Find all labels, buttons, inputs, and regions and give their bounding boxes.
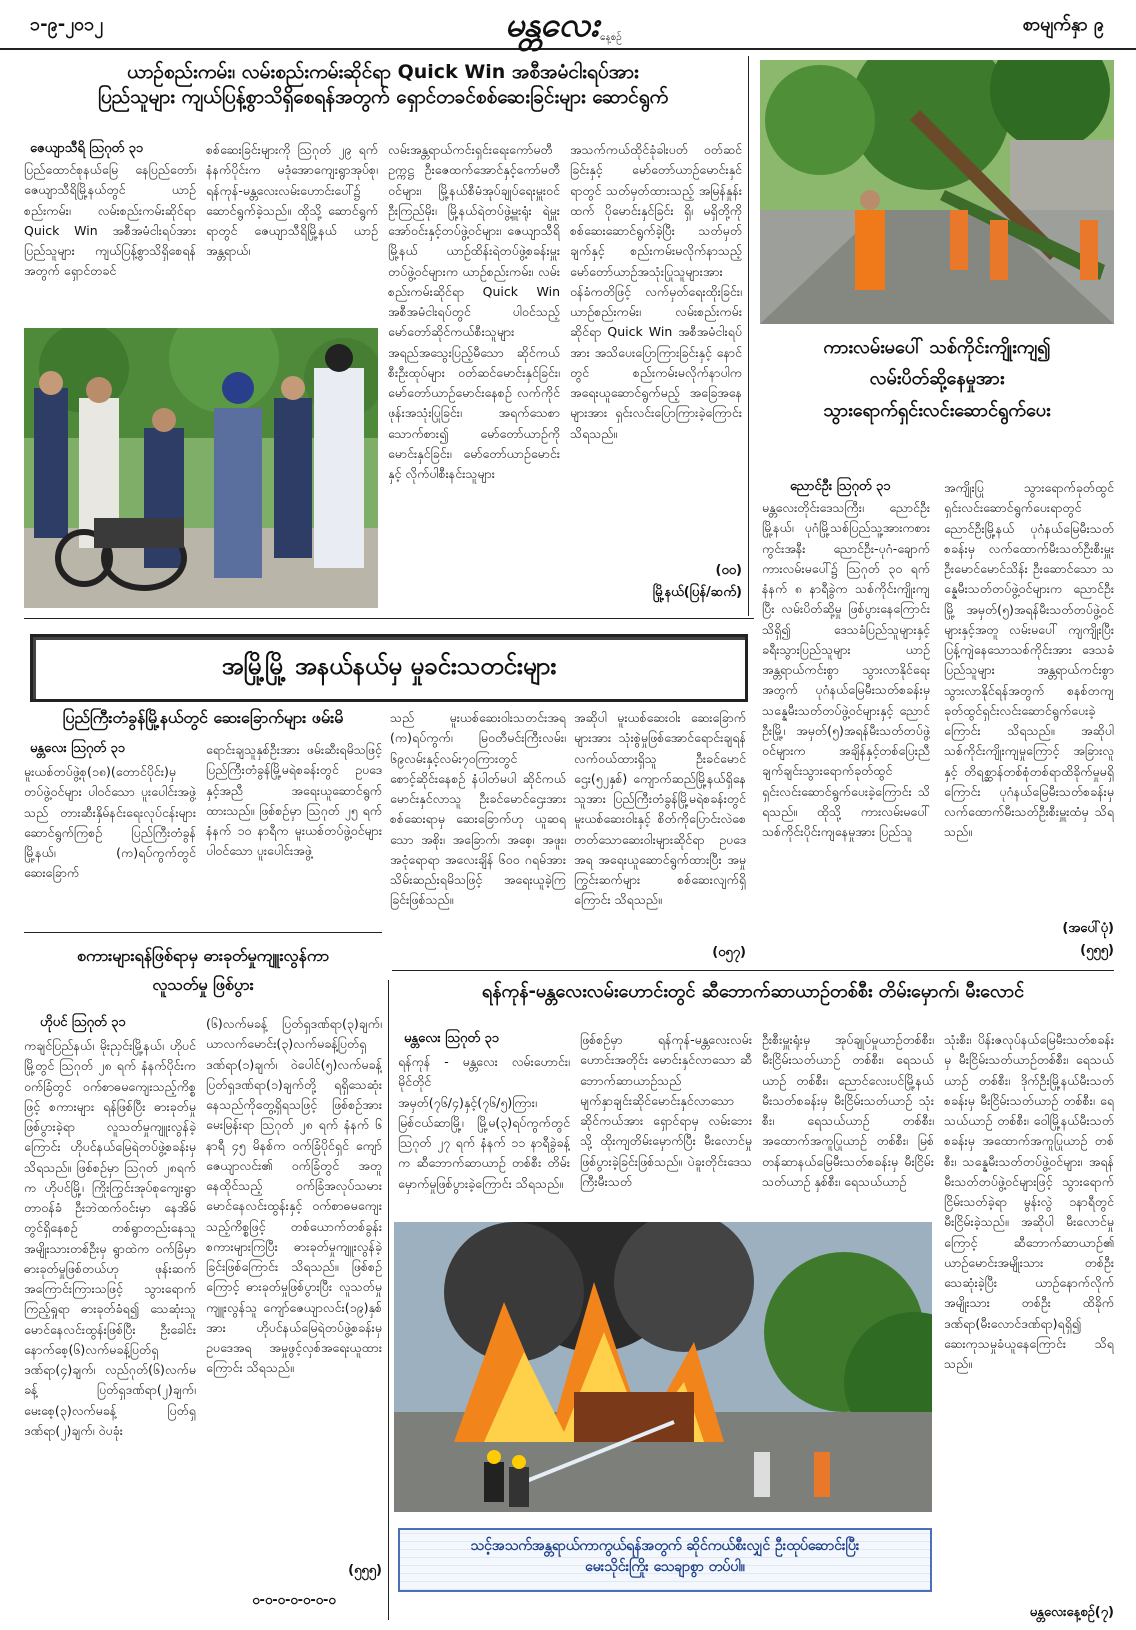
safety-notice-line2: မေးသိုင်းကြိုး သေချာစွာ တပ်ပါ။ xyxy=(585,1559,745,1575)
safety-notice-box xyxy=(398,1528,932,1592)
article3-byline: မန္တလေး ဩဂုတ် ၃၁ xyxy=(30,741,126,756)
article1-column-1: ပြည်ထောင်စုနယ်မြေ နေပြည်တော်၊ ဇေယျာသီရိမြို့နယ်တွင် ယာဉ်စည်းကမ်း၊ လမ်းစည်းကမ်းဆိုင်ရာ Quick Win အစီအမံငါးရပ်အား ပြည်သူများ ကျယ်ပြန့်စွာသိရှိစေရန်အတွက် ရှောင်တခင် xyxy=(24,162,196,279)
article2-headline xyxy=(760,332,1114,426)
article1-headline-line1: ယာဉ်စည်းကမ်း၊ လမ်းစည်းကမ်းဆိုင်ရာ Quick Win အစီအမံငါးရပ်အား xyxy=(127,61,639,83)
article5-column-4: သုံးစီး၊ ပိန်းဇလုပ်နယ်မြေမီးသတ်စခန်းမှ မီးငြိမ်းသတ်ယာဉ်တစ်စီး၊ ရေသယ်ယာဉ် တစ်စီး၊ ဒိုက်ဦးမြို့နယ်မီးသတ်စခန်းမှ မီးငြိမ်းသတ်ယာဉ် တစ်စီး၊ ရေသယ်ယာဉ် တစ်စီး၊ ဝေါမြို့နယ်မီးသတ်စခန်းမှ အထောက်အကူပြုယာဉ် တစ်စီး၊ သန္နေမီးသတ်တပ်ဖွဲ့ဝင်များ၊ အရန်မီးသတ်တပ်ဖွဲ့ဝင်များဖြင့် သွားရောက်ငြိမ်းသတ်ခဲ့ရာ မွန်းလွဲ ၁နာရီတွင် မီးငြိမ်းခဲ့သည်။ အဆိုပါ မီးလောင်မှုကြောင့် ဆီဘောက်ဆာယာဉ်၏ ယာဉ်မောင်းအမျိုးသား တစ်ဦး သေဆုံးခဲ့ပြီး ယာဉ်နောက်လိုက် အမျိုးသား တစ်ဦး ထိခိုက်ဒဏ်ရာ(မီးလောင်ဒဏ်ရာ)ရရှိ၍ ဆေးကုသမှုခံယူနေကြောင်း သိရသည်။ xyxy=(944,1032,1114,1371)
article5-byline: မန္တလေး ဩဂုတ် ၃၁ xyxy=(404,1031,500,1046)
article4-byline: ဟိုပင် ဩဂုတ် ၃၁ xyxy=(40,1015,126,1030)
article4-column-1: ကချင်ပြည်နယ်၊ မိုးညှင်းမြို့နယ်၊ ဟိုပင်မြို့တွင် ဩဂုတ် ၂၈ ရက် နံနက်ပိုင်းက ဝက်ခြံတွင် ဝက်စာဓမကျေးသည့်ကိစ္စဖြင့် စကားများ ရန်ဖြစ်ပြီး ဓားခုတ်မှုဖြစ်ပွားခဲ့ရာ လူသတ်မှုကျူးလွန်ခဲ့ကြောင်း ဟိုပင်နယ်မြေရဲတပ်ဖွဲ့စခန်းမှ သိရသည်။ ဖြစ်စဉ်မှာ ဩဂုတ် ၂၈ရက်က ဟိုပင်မြို့၊ ကြိုးကြွင်းအုပ်စုကျေးရွာတာဝန်ခံ ဦးဘဲထက်ဝင်းမှာ နေအိမ်တွင်ရှိနေစဉ် တစ်ရွာတည်းနေသူ အမျိုးသားတစ်ဦးမှ ရွာထဲက ဝက်ခြံမှာ ဓားခုတ်မှုဖြစ်တယ်ဟု ဖုန်းဆက်အကြောင်းကြားသဖြင့် သွားရောက်ကြည့်ရှုရာ ဓားခုတ်ခံရ၍ သေဆုံးသူ မောင်နေလင်းထွန်းဖြစ်ပြီး ဦးခေါင်းနောက်စေ့(၆)လက်မခန့်ပြတ်ရှဒဏ်ရာ(၄)ချက်၊ လည်ဂုတ်(၆)လက်မခန့် ပြတ်ရှဒဏ်ရာ(၂)ချက်၊ မေးစေ့(၃)လက်မခန့် ပြတ်ရှဒဏ်ရာ(၂)ချက်၊ ဝဲပခုံး xyxy=(24,1038,196,1438)
article3-column-4: အဆိုပါ မူးယစ်ဆေးဝါး ဆေးခြောက်များအား သုံးစွဲမှုဖြစ်အောင်ရောင်းချရန် လက်ဝယ်ထားရှိသူ ဦးခင်မောင်ဌေး(၅၂နှစ်) ကျောက်ဆည်မြို့နယ်ရှိနေသူအား ပြည်ကြီးတံခွန်မြို့မရဲစခန်းတွင် မူးယစ်ဆေးဝါးနှင့် စိတ်ကိုပြောင်းလဲစေတတ်သောဆေးဝါးများဆိုင်ရာ ဥပဒေအရ အရေးယူဆောင်ရွက်ထားပြီး အမှုကြွင်းဆက်များ စစ်ဆေးလျက်ရှိကြောင်း သိရသည်။ xyxy=(574,710,746,908)
article5-column-3: ဦးစီးမှူးရုံးမှ အုပ်ချုပ်မှုယာဉ်တစ်စီး၊ မီးငြိမ်းသတ်ယာဉ် တစ်စီး၊ ရေသယ်ယာဉ် တစ်စီး၊ ညောင်လေးပင်မြို့နယ်မီးသတ်စခန်းမှ မီးငြိမ်းသတ်ယာဉ် သုံးစီး၊ ရေသယ်ယာဉ် တစ်စီး၊ အထောက်အကူပြုယာဉ် တစ်စီး၊ မြစ်တန်ဆာနယ်မြေမီးသတ်စခန်းမှ မီးငြိမ်းသတ်ယာဉ် နှစ်စီး၊ ရေသယ်ယာဉ် xyxy=(762,1032,934,1189)
article3-column-3: သည် မူးယစ်ဆေးဝါးသတင်းအရ (က)ရပ်ကွက်၊ မြဝတီမင်းကြီးလမ်း၊ ၆၉လမ်းနှင့်လမ်း၇၀ကြားတွင် စောင့်ဆိုင်းနေစဉ် နံပါတ်မပါ ဆိုင်ကယ်မောင်းနှင်လာသူ ဦးခင်မောင်ဌေးအား စစ်ဆေးရာမှ ဆေးခြောက်ဟု ယူဆရသော အစိုး၊ အခြောက်၊ အစေ့၊ အဖူး၊ အငုံရောရာ အလေးချိန် ၆၀၀ ဂရမ်အား သိမ်းဆည်းရမိသဖြင့် အရေးယူခဲ့ကြခြင်းဖြစ်သည်။ xyxy=(390,710,566,908)
issue-date: ၁-၉-၂၀၁၂ xyxy=(30,14,104,35)
article1-column-4: အသက်ကယ်ထိုင်ခုံခါးပတ် ဝတ်ဆင်ခြင်းနှင့် မော်တော်ယာဉ်မောင်းနှင်ရာတွင် သတ်မှတ်ထားသည့် အမြန်နှုန်းထက် ပိုမောင်းနှင်ခြင်း ရှိ၊ မရှိတို့ကို စစ်ဆေးဆောင်ရွက်ခဲ့ပြီး သတ်မှတ်ချက်နှင့် စည်းကမ်းမလိုက်နာသည့် မော်တော်ယာဉ်အသုံးပြုသူများအား ဝန်ခံကတိဖြင့် လက်မှတ်ရေးထိုးခြင်း၊ ယာဉ်စည်းကမ်း၊ လမ်းစည်းကမ်းဆိုင်ရာ Quick Win အစီအမံငါးရပ်အား အသိပေးပြောကြားခြင်းနှင့် နောင်တွင် စည်းကမ်းမလိုက်နာပါက အရေးယူဆောင်ရွက်မည့် အခြေအနေများအား ရှင်းလင်းပြောကြားခဲ့ကြောင်း သိရသည်။ xyxy=(570,142,742,441)
article3-signature: (ဝ၅၇) xyxy=(712,945,746,960)
article1-signature-2: မြို့နယ်(ပြန်/ဆက်) xyxy=(652,585,742,600)
article3-column-1: မူးယစ်တပ်ဖွဲ့စု(၁၈)(တောင်ပိုင်း)မှ တပ်ဖွဲ့ဝင်များ ပါဝင်သော ပူးပေါင်းအဖွဲ့သည် တားဆီးနှိမ်နင်းရေးလုပ်ငန်းများ ဆောင်ရွက်ကြစဉ် ပြည်ကြီးတံခွန်မြို့နယ်၊ (က)ရပ်ကွက်တွင် ဆေးခြောက် xyxy=(24,764,196,881)
article3-bottom-rule xyxy=(24,932,382,933)
column-divider xyxy=(748,56,749,616)
article1-column-2: စစ်ဆေးခြင်းများကို ဩဂုတ် ၂၉ ရက် နံနက်ပိုင်းက မဒုံအောကျေးရွာအုပ်စု၊ ရန်ကုန်-မန္တလေးလမ်းဟောင်းပေါ်၌ ဆောင်ရွက်ခဲ့သည်။ ထိုသို့ ဆောင်ရွက်ရာတွင် ဇေယျာသီရိမြို့နယ် ယာဉ်အန္တရာယ်၊ xyxy=(206,142,378,259)
masthead-subtitle: နေ့စဉ် xyxy=(600,32,622,43)
article1-signature-1: (ဝဝ) xyxy=(715,563,742,578)
article5-headline: ရန်ကုန်-မန္တလေးလမ်းဟောင်းတွင် ဆီဘောက်ဆာယာဉ်တစ်စီး တိမ်းမှောက်၊ မီးလောင် xyxy=(481,981,1025,1002)
article4-headline xyxy=(24,942,382,1000)
article4-signature: (၅၅၅) xyxy=(348,1563,382,1578)
article2-signature-1: (အပေါ်ပုံ) xyxy=(1062,921,1114,936)
article2-byline: ညောင်ဦး ဩဂုတ် ၃၁ xyxy=(790,479,891,494)
section-rule xyxy=(24,618,754,619)
article4-column-2: (၆)လက်မခန့် ပြတ်ရှဒဏ်ရာ(၃)ချက်၊ ယာလက်မောင်း(၃)လက်မခန့်ပြတ်ရှဒဏ်ရာ(၁)ချက်၊ ဝဲပေါင်(၅)လက်မခန့် ပြတ်ရှဒဏ်ရာ(၁)ချက်တို့ ရရှိသေဆုံးနေသည်ကိုတွေ့ရှိရသဖြင့် ဖြစ်စဉ်အား မေးမြန်းရာ ဩဂုတ် ၂၈ ရက် နံနက် ၆ နာရီ ၄၅ မိနစ်က ဝက်ခြံပိုင်ရှင် ကျော်ဇေယျာလင်း၏ ဝက်ခြံတွင် အတူနေထိုင်သည့် ဝက်ခြံအလုပ်သမား မောင်နေလင်းထွန်းနှင့် ဝက်စာဓမကျေးသည့်ကိစ္စဖြင့် တစ်ယောက်တစ်ခွန်း စကားများကြပြီး ဓားခုတ်မှုကျူးလွန်ခဲ့ခြင်းဖြစ်ကြောင်း သိရသည်။ ဖြစ်စဉ်ကြောင့် ဓားခုတ်မှုဖြစ်ပွားပြီး လူသတ်မှုကျူးလွန်သူ ကျော်ဇေယျာလင်း(၁၉)နှစ်အား ဟိုပင်နယ်မြေရဲတပ်ဖွဲ့စခန်းမှ ဥပဒေအရ အမှုဖွင့်လှစ်အရေးယူထားကြောင်း သိရသည်။ xyxy=(206,1016,382,1376)
article2-headline-line1: ကားလမ်းမပေါ် သစ်ကိုင်းကျိုးကျ၍ xyxy=(823,337,1051,358)
article5-signature: မန္တလေးနေ့စဉ်(၇) xyxy=(1029,1605,1114,1620)
page-header xyxy=(0,0,1136,50)
article5-top-rule xyxy=(392,970,1114,971)
article2-column-1: မန္တလေးတိုင်းဒေသကြီး၊ ညောင်ဦးမြို့နယ်၊ ပုဂံမြို့သစ်ပြည်သူ့အားကစားကွင်းအနီး ညောင်ဦး-ပုဂံ-ချောက် ကားလမ်းမပေါ်၌ ဩဂုတ် ၃၀ ရက် နံနက် ၈ နာရီခွဲက သစ်ကိုင်းကျိုးကျပြီး လမ်းပိတ်ဆို့မှု ဖြစ်ပွားနေကြောင်းသိရှိ၍ ဒေသခံပြည်သူများနှင့် ခရီးသွားပြည်သူများ ယာဉ်အန္တရာယ်ကင်းစွာ သွားလာနိုင်ရေးအတွက် ပုဂံနယ်မြေမီးသတ်စခန်းမှ သန္နေမီးသတ်တပ်ဖွဲ့ဝင်များနှင့် ညောင်ဦးမြို့၊ အမှတ်(၅)အရန်မီးသတ်တပ်ဖွဲ့ဝင်များက အချိန်နှင့်တစ်ပြေးညီ ချက်ချင်းသွားရောက်ခုတ်ထွင်ရှင်းလင်းဆောင်ရွက်ပေးခဲ့ကြောင်း သိရသည်။ ထိုသို့ ကားလမ်းမပေါ် သစ်ကိုင်းပိုင်းကျနေမှုအား ပြည်သူ xyxy=(762,500,930,839)
article4-headline-line1: စကားများရန်ဖြစ်ရာမှ ဓားခုတ်မှုကျူးလွန်ကာ xyxy=(76,946,330,965)
article5-column-1: ရန်ကုန် - မန္တလေး လမ်းဟောင်း၊ မိုင်တိုင်အမှတ်(၇၆/၄)နှင့်(၇၆/၅)ကြား၊ မြစ်ငယ်ဆာမြို့၊ မြို့မ(၃)ရပ်ကွက်တွင် ဩဂုတ် ၂၇ ရက် နံနက် ၁၁ နာရီခွဲခန့်က ဆီဘောက်ဆာယာဉ် တစ်စီး တိမ်းမှောက်မှုဖြစ်ပွားခဲ့ကြောင်း သိရသည်။ xyxy=(398,1054,570,1191)
article4-divider xyxy=(388,980,389,1620)
article1-column-3: လမ်းအန္တရာယ်ကင်းရှင်းရေးကော်မတီဥက္ကဋ္ဌ ဦးဇေထက်အောင်နှင့်ကော်မတီဝင်များ၊ မြို့နယ်စီမံအုပ်ချုပ်ရေးမှူးဝင် ဦးကြည်မိုး၊ မြို့နယ်ရဲတပ်ဖွဲ့မှူးရုံး ရဲမှူး အော်ဝင်းနှင့်တပ်ဖွဲ့ဝင်များ၊ ဇေယျာသီရိမြို့နယ် ယာဉ်ထိန်းရဲတပ်ဖွဲ့စခန်းမှူး တပ်ဖွဲ့ဝင်များက ယာဉ်စည်းကမ်း၊ လမ်းစည်းကမ်းဆိုင်ရာ Quick Win အစီအမံငါးရပ်တွင် ပါဝင်သည့် မော်တော်ဆိုင်ကယ်စီးသူများ အရည်အသွေးပြည့်မီသော ဆိုင်ကယ်စီးဦးထုပ်များ ဝတ်ဆင်မောင်းနှင်ခြင်း၊ မော်တော်ယာဉ်မောင်းနေစဉ် လက်ကိုင်ဖုန်းအသုံးပြုခြင်း၊ အရက်သေစာ သောက်စား၍ မော်တော်ယာဉ်ကို မောင်းနှင်ခြင်း၊ မော်တော်ယာဉ်မောင်းနှင့် လိုက်ပါစီးနင်းသူများ xyxy=(388,142,560,481)
traffic-inspection-photo xyxy=(24,328,378,608)
fallen-tree-photo xyxy=(760,60,1114,324)
page-number: စာမျက်နှာ ၉ xyxy=(1022,14,1104,35)
article2-headline-line2: လမ်းပိတ်ဆို့နေမှုအား xyxy=(869,368,1005,390)
article2-headline-line3: သွားရောက်ရှင်းလင်းဆောင်ရွက်ပေး xyxy=(823,399,1051,421)
tanker-fire-photo xyxy=(394,1222,932,1512)
masthead-logo: မန္တလေး xyxy=(505,5,598,45)
article5-column-2: ဖြစ်စဉ်မှာ ရန်ကုန်-မန္တလေးလမ်းဟောင်းအတိုင်း မောင်းနှင်လာသော ဆီဘောက်ဆာယာဉ်သည် မျက်နှာချင်းဆိုင်မောင်းနှင်လာသော ဆိုင်ကယ်အား ရှောင်ရာမှ လမ်းဘေးသို့ ထိုးကျတိမ်းမှောက်ပြီး မီးလောင်မှုဖြစ်ပွားခဲ့ခြင်းဖြစ်သည်။ ပဲခူးတိုင်းဒေသကြီးမီးသတ် xyxy=(580,1032,752,1189)
article1-byline: ဇေယျာသီရိ ဩဂုတ် ၃၁ xyxy=(30,141,144,156)
article4-end-mark: ဝ-ဝ-ဝ-ဝ-ဝ-ဝ-ဝ xyxy=(252,1593,336,1608)
article3-headline: ပြည်ကြီးတံခွန်မြို့နယ်တွင် ဆေးခြောက်များ ဖမ်းမိ xyxy=(62,708,344,727)
article2-signature-2: (၅၅၅) xyxy=(1080,943,1114,958)
article4-headline-line2: လူသတ်မှု ဖြစ်ပွား xyxy=(152,974,254,994)
crime-news-banner xyxy=(30,634,748,702)
crime-news-banner-title: အမြို့မြို့ အနယ်နယ်မှ မှုခင်းသတင်းများ xyxy=(221,652,557,680)
article2-column-2: အကျိုးပြု သွားရောက်ခုတ်ထွင်ရှင်းလင်းဆောင်ရွက်ပေးရာတွင် ညောင်ဦးမြို့နယ် ပုဂံနယ်မြေမီးသတ်စခန်းမှ လက်ထောက်မီးသတ်ဦးစီးမှူး ဦးမောင်မောင်သိန်း ဦးဆောင်သော သန္နေမီးသတ်တပ်ဖွဲ့ဝင်များက ညောင်ဦးမြို့ အမှတ်(၅)အရန်မီးသတ်တပ်ဖွဲ့ဝင်များနှင့်အတူ လမ်းမပေါ် ကျကျိုးပြီး ပြန့်ကျဲနေသောသစ်ကိုင်းအား ဒေသခံပြည်သူများ အန္တရာယ်ကင်းစွာ သွားလာနိုင်ရန်အတွက် စနစ်တကျ ခုတ်ထွင်ရှင်းလင်းဆောင်ရွက်ပေးခဲ့ကြောင်း သိရသည်။ အဆိုပါ သစ်ကိုင်းကျိုးကျမှုကြောင့် အခြားလူနှင့် တိရစ္ဆာန်တစ်စုံတစ်ရာထိခိုက်မှုမရှိကြောင်း ပုဂံနယ်မြေမီးသတ်စခန်းမှ လက်ထောက်မီးသတ်ဦးစီးမှူးထံမှ သိရသည်။ xyxy=(944,480,1114,840)
article3-column-2: ရောင်းချသူနှစ်ဦးအား ဖမ်းဆီးရမိသဖြင့် ပြည်ကြီးတံခွန်မြို့မရဲစခန်းတွင် ဥပဒေနှင့်အညီ အရေးယူဆောင်ရွက်ထားသည်။ ဖြစ်စဉ်မှာ ဩဂုတ် ၂၅ ရက် နံနက် ၁၀ နာရီက မူးယစ်တပ်ဖွဲ့ဝင်များပါဝင်သော ပူးပေါင်းအဖွဲ့ xyxy=(206,742,382,859)
article1-headline-line2: ပြည်သူများ ကျယ်ပြန့်စွာသိရှိစေရန်အတွက် ရှောင်တခင်စစ်ဆေးခြင်းများ ဆောင်ရွက် xyxy=(97,85,669,108)
article1-headline xyxy=(24,60,742,109)
safety-notice-line1: သင့်အသက်အန္တရာယ်ကာကွယ်ရန်အတွက် ဆိုင်ကယ်စီးလျှင် ဦးထုပ်ဆောင်းပြီး xyxy=(470,1538,860,1554)
